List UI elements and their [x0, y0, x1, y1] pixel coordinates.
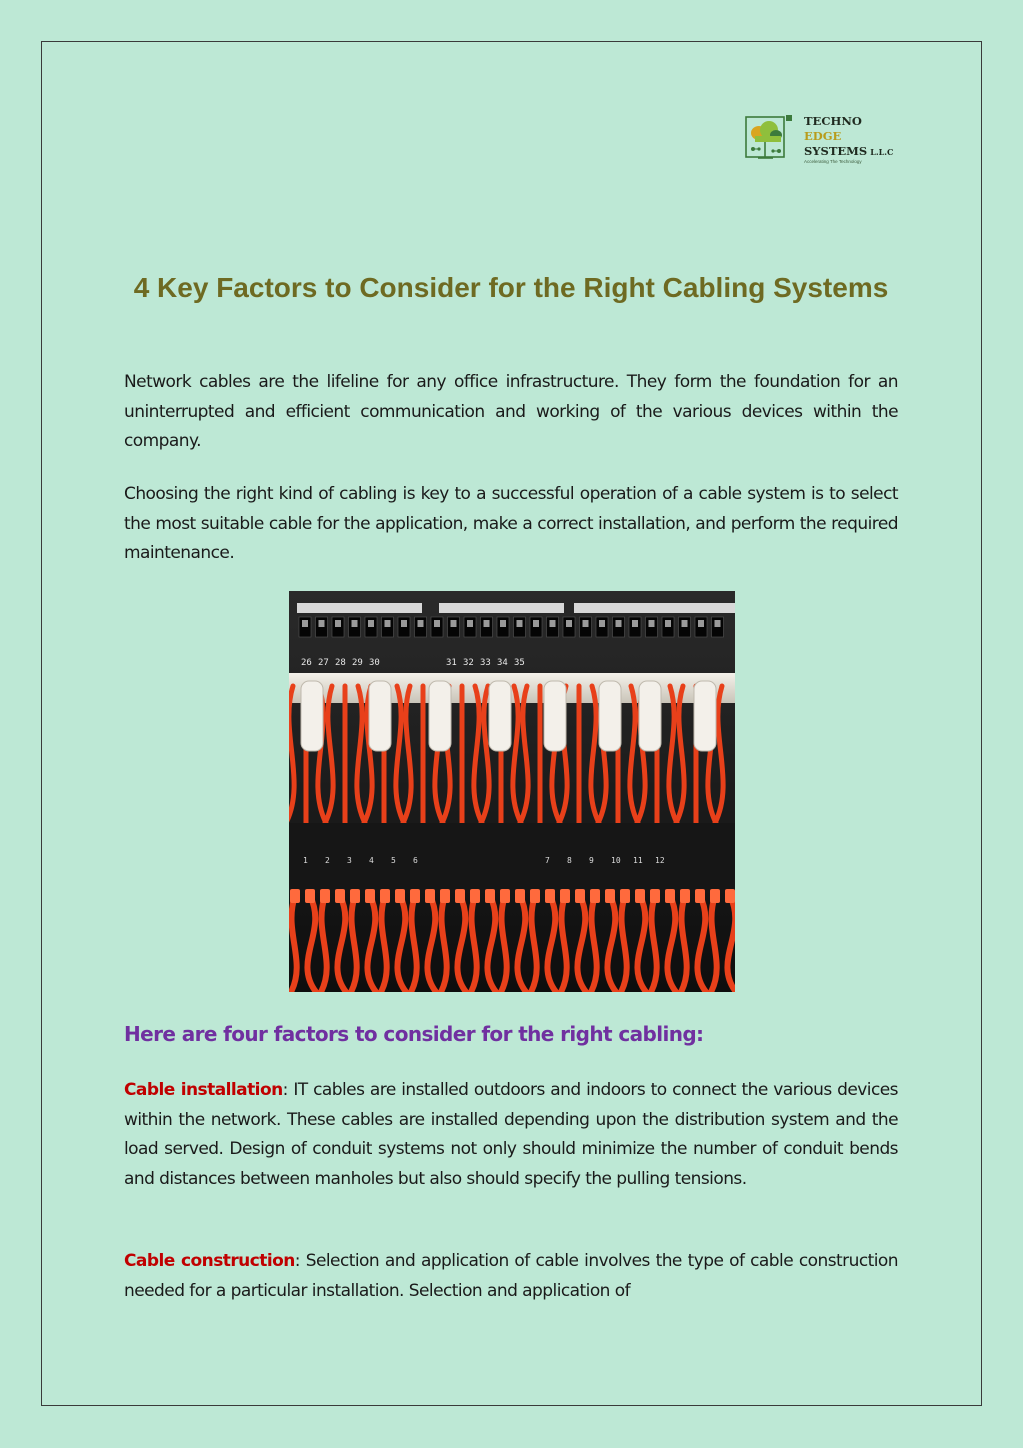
rj45-plug [515, 889, 525, 903]
factor-separator: : [294, 1251, 300, 1271]
rj45-plug [365, 889, 375, 903]
port-contacts [632, 620, 638, 627]
factor-description: IT cables are installed outdoors and indoors to connect the various devices within the network. These cables are installed depending upon the distribution system and the load served. Design of conduit systems not only should minimize the number of conduit bends and distances between manholes but also should specify the pulling tensions. [124, 1080, 898, 1189]
logo-wordmark [804, 114, 893, 160]
port-contacts [517, 620, 523, 627]
rj45-plug [395, 889, 405, 903]
port-number-label: 33 [480, 658, 491, 668]
factor-cable-installation [124, 1076, 898, 1194]
document-title: 4 Key Factors to Consider for the Right Cabling Systems [133, 272, 889, 303]
port-contacts [368, 620, 374, 627]
port-contacts [352, 620, 358, 627]
rj45-plug [665, 889, 675, 903]
rj45-plug [350, 889, 360, 903]
intro-paragraph-1: Network cables are the lifeline for any office infrastructure. They form the foundation for an uninterrupted and efficient communication and working of the various devices within the company. [124, 372, 898, 451]
port-contacts [418, 620, 424, 627]
factor-term: Cable construction [124, 1251, 295, 1271]
port-contacts [319, 620, 325, 627]
rj45-plug [410, 889, 420, 903]
rj45-plug [650, 889, 660, 903]
factor-description: Selection and application of cable involves the type of cable construction needed for a particular installation. Selection and application of [124, 1251, 898, 1301]
port-number-label: 5 [391, 856, 396, 865]
cable-clip [694, 681, 716, 751]
cable-clip [301, 681, 323, 751]
port-number-label: 4 [369, 856, 374, 865]
port-number-label: 12 [655, 856, 665, 865]
port-contacts [533, 620, 539, 627]
factor-separator: : [282, 1080, 288, 1100]
port-number-label: 3 [347, 856, 352, 865]
port-number-label: 26 [301, 658, 312, 668]
port-number-label: 29 [352, 658, 363, 668]
port-contacts [484, 620, 490, 627]
port-number-label: 31 [446, 658, 457, 668]
logo-line-techno: TECHNO [804, 114, 862, 128]
rj45-plug [425, 889, 435, 903]
port-number-label: 30 [369, 658, 380, 668]
port-contacts [715, 620, 721, 627]
logo-line-edge: EDGE [804, 129, 842, 143]
rj45-plug [440, 889, 450, 903]
port-label-strip [664, 603, 735, 613]
port-number-label: 27 [318, 658, 329, 668]
rj45-plug [545, 889, 555, 903]
rj45-plug [335, 889, 345, 903]
port-number-label: 28 [335, 658, 346, 668]
rj45-plug [575, 889, 585, 903]
cable-clip [639, 681, 661, 751]
logo-llc-text: L.L.C [870, 147, 894, 157]
logo-tagline: Accelerating The Technology [804, 159, 862, 164]
rj45-plug [485, 889, 495, 903]
port-number-label: 8 [567, 856, 572, 865]
port-label-strip [297, 603, 422, 613]
port-number-label: 11 [633, 856, 643, 865]
port-number-label: 1 [303, 856, 308, 865]
port-number-label: 10 [611, 856, 621, 865]
rj45-plug [500, 889, 510, 903]
rj45-plug [305, 889, 315, 903]
port-contacts [566, 620, 572, 627]
port-number-label: 35 [514, 658, 525, 668]
factors-heading: Here are four factors to consider for the right cabling: [124, 1022, 704, 1046]
rj45-plug [455, 889, 465, 903]
port-contacts [467, 620, 473, 627]
rj45-plug [635, 889, 645, 903]
port-contacts [682, 620, 688, 627]
port-contacts [616, 620, 622, 627]
rj45-plug [605, 889, 615, 903]
port-contacts [649, 620, 655, 627]
port-number-label: 6 [413, 856, 418, 865]
port-contacts [385, 620, 391, 627]
port-contacts [698, 620, 704, 627]
cable-clip [599, 681, 621, 751]
cable-clip [429, 681, 451, 751]
rj45-plug [290, 889, 300, 903]
port-contacts [665, 620, 671, 627]
port-contacts [335, 620, 341, 627]
rj45-plug [620, 889, 630, 903]
port-contacts [302, 620, 308, 627]
intro-paragraph-2: Choosing the right kind of cabling is key to a successful operation of a cable system is to select the most suitable cable for the application, make a correct installation, and perform the required maintenance. [124, 484, 898, 563]
company-logo [745, 112, 905, 170]
port-number-label: 32 [463, 658, 474, 668]
cable-clip [544, 681, 566, 751]
port-contacts [401, 620, 407, 627]
port-number-label: 34 [497, 658, 508, 668]
factor-cable-construction [124, 1247, 898, 1306]
rj45-plug [560, 889, 570, 903]
factor-term: Cable installation [124, 1080, 283, 1100]
port-contacts [583, 620, 589, 627]
middle-panel [289, 823, 735, 893]
rj45-plug [695, 889, 705, 903]
rj45-plug [725, 889, 735, 903]
logo-systems-text: SYSTEMS [804, 144, 868, 158]
rj45-plug [590, 889, 600, 903]
rj45-plug [380, 889, 390, 903]
cable-clip [489, 681, 511, 751]
port-contacts [599, 620, 605, 627]
port-label-strip [439, 603, 564, 613]
rj45-plug [320, 889, 330, 903]
rj45-plug [710, 889, 720, 903]
logo-line-systems [804, 144, 893, 160]
port-contacts [434, 620, 440, 627]
rj45-plug [680, 889, 690, 903]
rj45-plug [470, 889, 480, 903]
port-number-label: 2 [325, 856, 330, 865]
cable-clip [369, 681, 391, 751]
patch-panel-illustration [289, 591, 735, 992]
port-number-label: 9 [589, 856, 594, 865]
port-contacts [500, 620, 506, 627]
network-patch-panel-photo [289, 591, 735, 992]
port-number-label: 7 [545, 856, 550, 865]
port-contacts [451, 620, 457, 627]
port-contacts [550, 620, 556, 627]
rj45-plug [530, 889, 540, 903]
cloud-monitor-icon [745, 114, 799, 168]
